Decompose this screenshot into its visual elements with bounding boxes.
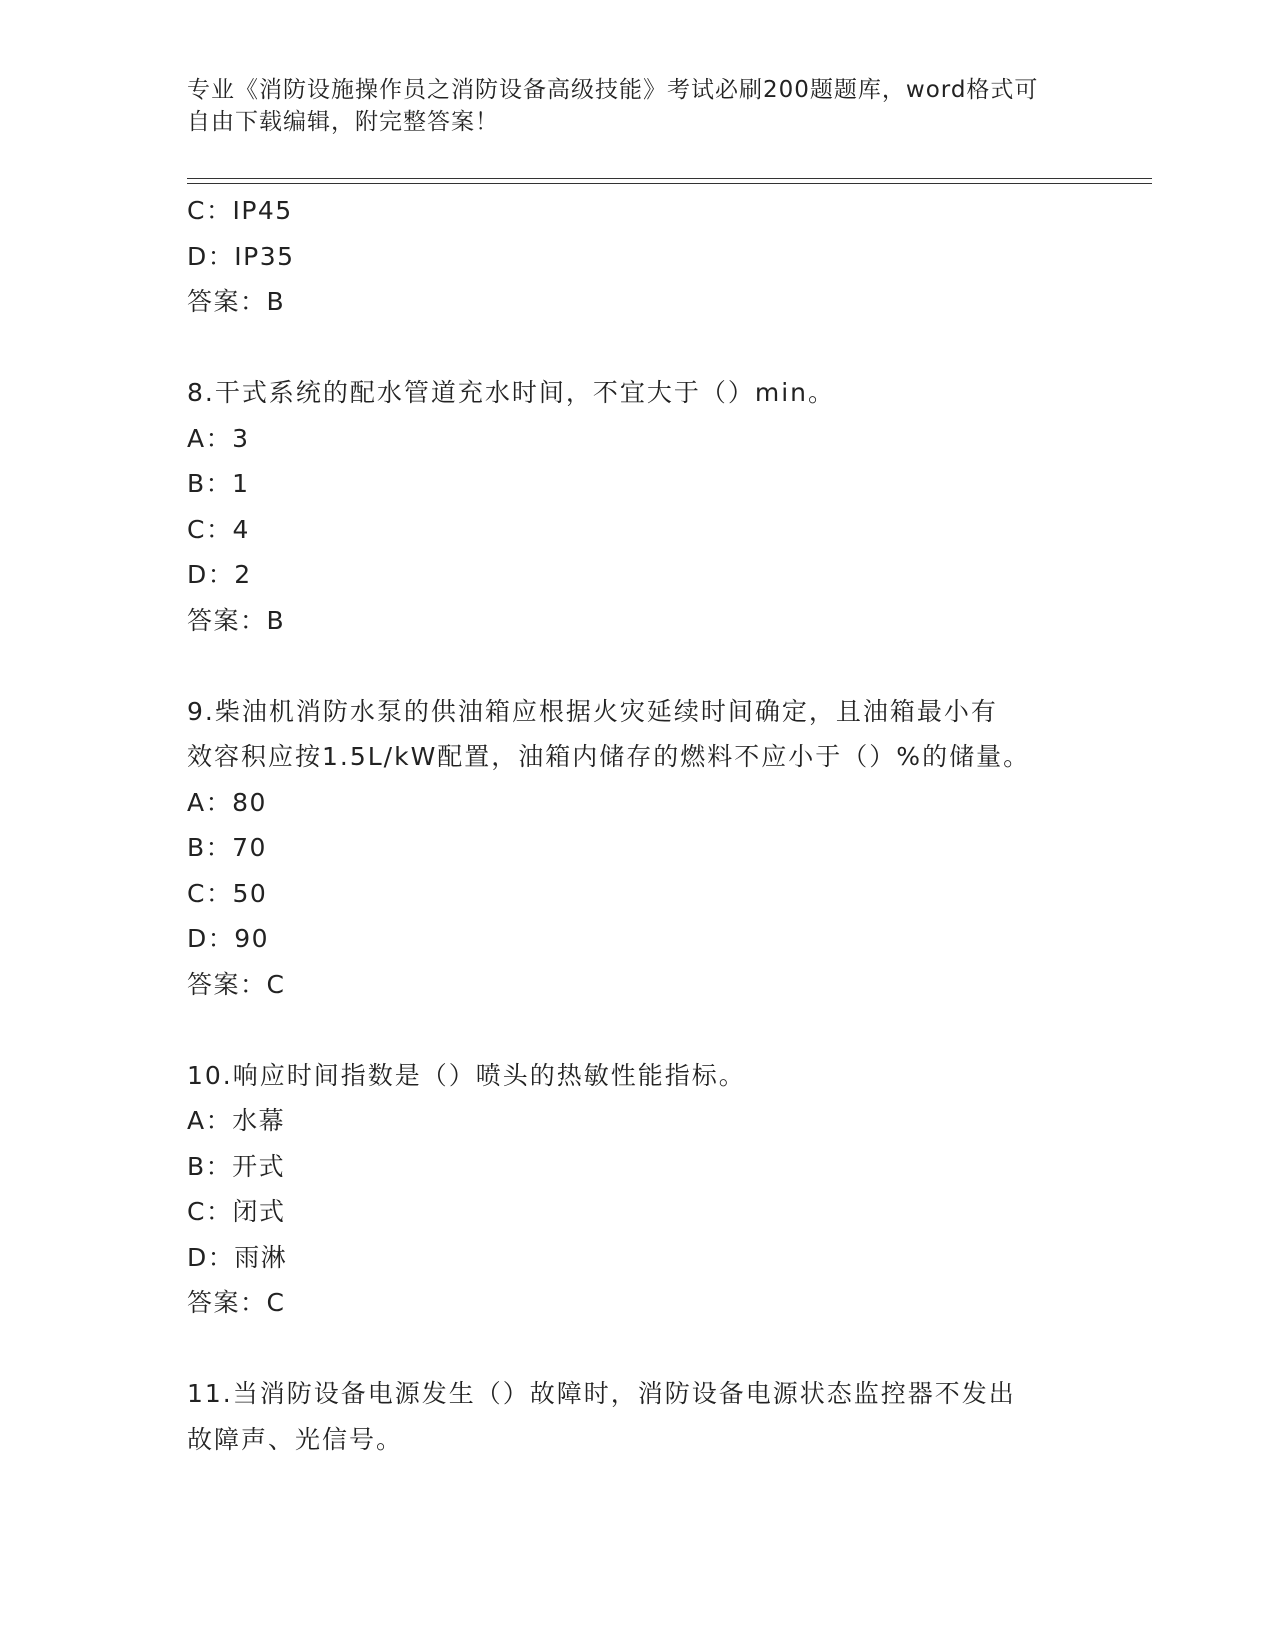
- header-divider-bottom: [187, 183, 1152, 184]
- question-stem: 8.干式系统的配水管道充水时间，不宜大于（）min。: [187, 378, 835, 407]
- answer-line: 答案：B: [187, 605, 286, 635]
- question-stem-line-1: 11.当消防设备电源发生（）故障时，消防设备电源状态监控器不发出: [187, 1379, 1016, 1408]
- header-divider-top: [187, 178, 1152, 179]
- question-8: [187, 370, 1087, 643]
- header-line-1: 专业《消防设施操作员之消防设备高级技能》考试必刷200题题库，word格式可: [187, 77, 1039, 103]
- question-10: [187, 1053, 1087, 1326]
- option-c: C：闭式: [187, 1197, 286, 1226]
- option-c: C：50: [187, 878, 268, 908]
- question-prev: [187, 188, 1087, 325]
- question-stem-line-2: 故障声、光信号。: [187, 1424, 404, 1454]
- question-9: [187, 689, 1087, 1008]
- header-line-2: 自由下载编辑，附完整答案！: [187, 109, 499, 135]
- spacer: [187, 325, 1087, 371]
- answer-line: 答案：C: [187, 969, 286, 999]
- option-a: A：3: [187, 423, 250, 453]
- option-b: B：1: [187, 469, 250, 498]
- document-header-note: [187, 74, 1087, 138]
- answer-line: 答案：C: [187, 1288, 286, 1317]
- option-c: C：4: [187, 514, 250, 544]
- question-stem-line-1: 9.柴油机消防水泵的供油箱应根据火灾延续时间确定，且油箱最小有: [187, 696, 998, 726]
- question-stem-line-2: 效容积应按1.5L/kW配置，油箱内储存的燃料不应小于（）%的储量。: [187, 742, 1031, 771]
- option-c: C：IP45: [187, 196, 293, 225]
- option-b: B：开式: [187, 1151, 286, 1181]
- answer-line: 答案：B: [187, 287, 286, 316]
- question-11: [187, 1371, 1087, 1462]
- option-d: D：90: [187, 924, 270, 953]
- spacer: [187, 1007, 1087, 1053]
- question-list: [187, 188, 1087, 1462]
- option-d: D：2: [187, 560, 252, 589]
- option-b: B：70: [187, 833, 267, 862]
- option-a: A：水幕: [187, 1106, 286, 1135]
- option-d: D：IP35: [187, 241, 295, 271]
- question-stem: 10.响应时间指数是（）喷头的热敏性能指标。: [187, 1060, 746, 1090]
- option-a: A：80: [187, 787, 267, 817]
- spacer: [187, 643, 1087, 689]
- option-d: D：雨淋: [187, 1242, 288, 1272]
- spacer: [187, 1326, 1087, 1372]
